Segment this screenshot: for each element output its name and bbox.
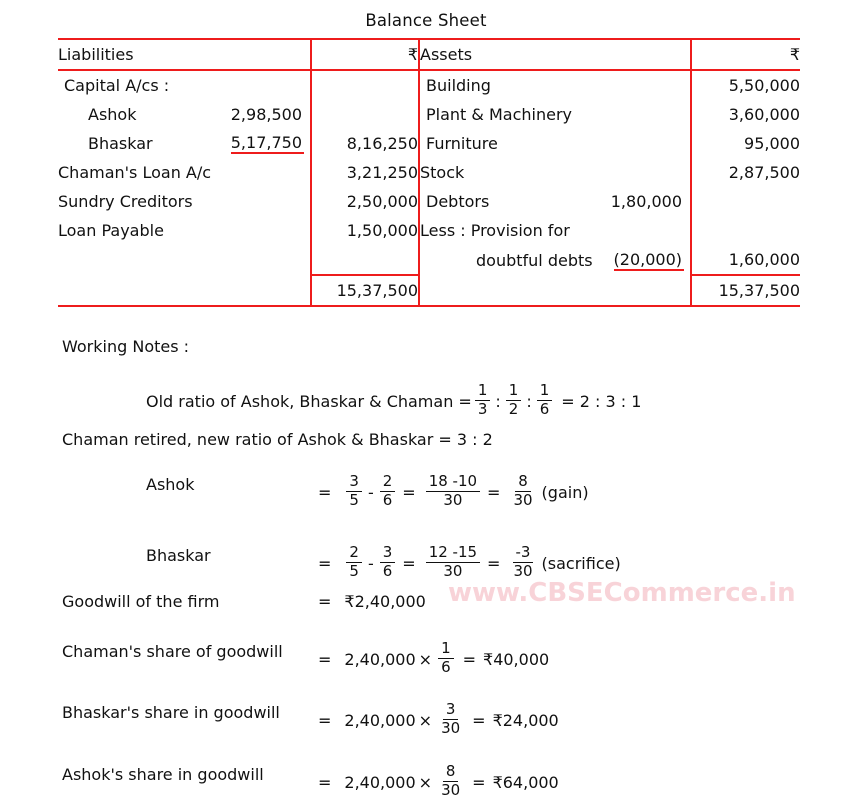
bhaskar-share-base: 2,40,000 [344, 710, 416, 730]
equals-sign: = [402, 553, 416, 573]
ashok-fraction-result [510, 474, 535, 508]
fraction-denominator: 2 [508, 399, 519, 418]
fraction-numerator: -3 [513, 545, 534, 563]
bhaskar-share-expression [318, 700, 559, 737]
ratio-colon: : [495, 391, 501, 411]
asset-label: Building [426, 76, 491, 95]
liability-amount: 2,50,000 [311, 187, 419, 216]
ashok-calc-note: (gain) [541, 482, 589, 502]
asset-amount: 3,60,000 [691, 100, 800, 129]
ashok-calc-label: Ashok [146, 475, 195, 494]
asset-label: doubtful debts [476, 250, 593, 270]
liability-amount: 8,16,250 [311, 129, 419, 158]
equals-sign: = [472, 772, 486, 792]
header-assets-amount: ₹ [691, 39, 800, 70]
multiply-sign: × [418, 649, 433, 669]
bhaskar-share-result: ₹24,000 [492, 710, 559, 730]
bhaskar-fraction-difference [426, 545, 480, 579]
fraction-numerator: 1 [506, 383, 522, 401]
asset-label: Debtors [426, 192, 490, 211]
multiply-sign: × [418, 710, 433, 730]
asset-cell [419, 100, 691, 129]
asset-label: Less : Provision for [420, 221, 570, 240]
table-row [58, 187, 800, 216]
fraction-denominator: 3 [477, 399, 488, 418]
equals-sign: = [402, 482, 416, 502]
liability-amount: 3,21,250 [311, 158, 419, 187]
goodwill-firm-label: Goodwill of the firm [62, 592, 220, 611]
old-ratio-label: Old ratio of Ashok, Bhaskar & Chaman = [146, 391, 472, 411]
fraction-numerator: 8 [515, 474, 531, 492]
fraction-denominator: 5 [349, 490, 359, 509]
asset-label: Stock [420, 163, 465, 182]
ashok-fraction-new-share [346, 474, 362, 508]
fraction-denominator: 30 [441, 780, 461, 799]
asset-amount: 95,000 [691, 129, 800, 158]
page-title: Balance Sheet [365, 11, 487, 30]
table-row [58, 158, 800, 187]
ashok-share-result: ₹64,000 [492, 772, 559, 792]
ashok-fraction-difference [426, 474, 480, 508]
liability-amount [311, 70, 419, 100]
liability-label-empty [58, 245, 311, 275]
fraction-denominator: 30 [513, 490, 533, 509]
old-ratio-result: = 2 : 3 : 1 [561, 391, 642, 411]
bhaskar-calc-note: (sacrifice) [541, 553, 621, 573]
equals-sign: = [318, 649, 332, 669]
old-ratio-fraction-1 [475, 383, 491, 417]
equals-sign: = [462, 649, 477, 669]
bhaskar-fraction-result [510, 545, 535, 579]
minus-sign: - [367, 553, 374, 573]
equals-sign: = [487, 553, 501, 573]
ashok-fraction-old-share [380, 474, 396, 508]
bhaskar-calc-expression [318, 543, 621, 580]
fraction-numerator: 12 -15 [426, 545, 480, 563]
table-row [58, 129, 800, 158]
fraction-numerator: 2 [380, 474, 396, 492]
multiply-sign: × [418, 772, 433, 792]
fraction-denominator: 6 [382, 561, 393, 580]
asset-amount: 2,87,500 [691, 158, 800, 187]
fraction-denominator: 6 [539, 399, 550, 418]
fraction-numerator: 8 [443, 764, 459, 782]
liabilities-total: 15,37,500 [311, 275, 419, 306]
equals-sign: = [472, 710, 486, 730]
header-liabilities-amount: ₹ [311, 39, 419, 70]
liability-label: Bhaskar [88, 134, 153, 153]
asset-label: Furniture [426, 134, 498, 153]
liability-cell [58, 129, 311, 158]
table-header-row [58, 39, 800, 70]
liability-amount-empty [311, 245, 419, 275]
fraction-denominator: 30 [443, 490, 463, 509]
asset-cell [419, 129, 691, 158]
old-ratio-fraction-3 [537, 383, 553, 417]
liability-cell [58, 100, 311, 129]
balance-sheet-table [58, 38, 800, 307]
liability-inner-amount: 2,98,500 [230, 105, 302, 124]
liability-amount [311, 100, 419, 129]
assets-total: 15,37,500 [691, 275, 800, 306]
ashok-calc-expression [318, 472, 589, 509]
chaman-share-fraction [438, 641, 454, 675]
liability-amount: 1,50,000 [311, 216, 419, 245]
asset-cell [419, 187, 691, 216]
asset-cell [419, 245, 691, 275]
chaman-share-base: 2,40,000 [344, 649, 416, 669]
table-row [58, 70, 800, 100]
chaman-share-label: Chaman's share of goodwill [62, 642, 283, 661]
ratio-colon: : [526, 391, 532, 411]
header-liabilities: Liabilities [58, 39, 311, 70]
ashok-share-label: Ashok's share in goodwill [62, 765, 264, 784]
liability-label: Capital A/cs : [64, 76, 170, 95]
fraction-numerator: 18 -10 [426, 474, 480, 492]
old-ratio-fraction-2 [506, 383, 522, 417]
liability-label: Sundry Creditors [58, 192, 193, 211]
asset-inner-amount: (20,000) [613, 249, 682, 269]
fraction-denominator: 6 [382, 490, 393, 509]
table-row [58, 100, 800, 129]
fraction-numerator: 1 [475, 383, 491, 401]
liability-cell [58, 70, 311, 100]
equals-sign: = [318, 482, 332, 502]
bhaskar-fraction-old-share [380, 545, 396, 579]
goodwill-firm-value: ₹2,40,000 [344, 592, 426, 611]
fraction-denominator: 5 [349, 561, 359, 580]
fraction-denominator: 30 [443, 561, 463, 580]
bhaskar-share-fraction [438, 702, 463, 736]
working-notes-heading: Working Notes : [62, 337, 190, 356]
minus-sign: - [367, 482, 374, 502]
bhaskar-share-label: Bhaskar's share in goodwill [62, 703, 280, 722]
equals-sign: = [318, 592, 332, 611]
total-label-left [58, 275, 311, 306]
fraction-numerator: 2 [346, 545, 362, 563]
liability-label: Loan Payable [58, 221, 164, 240]
liability-label: Chaman's Loan A/c [58, 163, 212, 182]
site-watermark: www.CBSECommerce.in [448, 578, 796, 608]
header-assets: Assets [419, 39, 691, 70]
asset-amount [691, 216, 800, 245]
fraction-numerator: 3 [380, 545, 396, 563]
table-closing-rule [58, 306, 800, 307]
fraction-numerator: 3 [443, 702, 459, 720]
equals-sign: = [318, 710, 332, 730]
fraction-numerator: 1 [438, 641, 454, 659]
table-total-row [58, 275, 800, 306]
bhaskar-fraction-new-share [346, 545, 362, 579]
asset-cell [419, 70, 691, 100]
old-ratio-row [146, 381, 642, 418]
asset-amount [691, 187, 800, 216]
fraction-denominator: 30 [441, 718, 461, 737]
bhaskar-calc-label: Bhaskar [146, 546, 211, 565]
total-label-right [419, 275, 691, 306]
asset-inner-amount: 1,80,000 [610, 192, 682, 211]
table-row [58, 245, 800, 275]
asset-label: Plant & Machinery [426, 105, 572, 124]
table-row [58, 216, 800, 245]
ashok-share-fraction [438, 764, 463, 798]
fraction-numerator: 3 [346, 474, 362, 492]
asset-amount: 5,50,000 [691, 70, 800, 100]
asset-amount: 1,60,000 [691, 245, 800, 275]
ashok-share-base: 2,40,000 [344, 772, 416, 792]
equals-sign: = [318, 553, 332, 573]
liability-inner-amount: 5,17,750 [230, 133, 302, 152]
equals-sign: = [318, 772, 332, 792]
retirement-line: Chaman retired, new ratio of Ashok & Bhaskar = 3 : 2 [62, 430, 493, 449]
fraction-denominator: 6 [441, 657, 451, 676]
goodwill-firm-expression [318, 592, 426, 611]
ashok-share-expression [318, 762, 559, 799]
chaman-share-result: ₹40,000 [483, 649, 550, 669]
liability-label: Ashok [88, 105, 137, 124]
fraction-denominator: 30 [513, 561, 533, 580]
fraction-numerator: 1 [537, 383, 553, 401]
chaman-share-expression [318, 639, 550, 676]
equals-sign: = [487, 482, 501, 502]
